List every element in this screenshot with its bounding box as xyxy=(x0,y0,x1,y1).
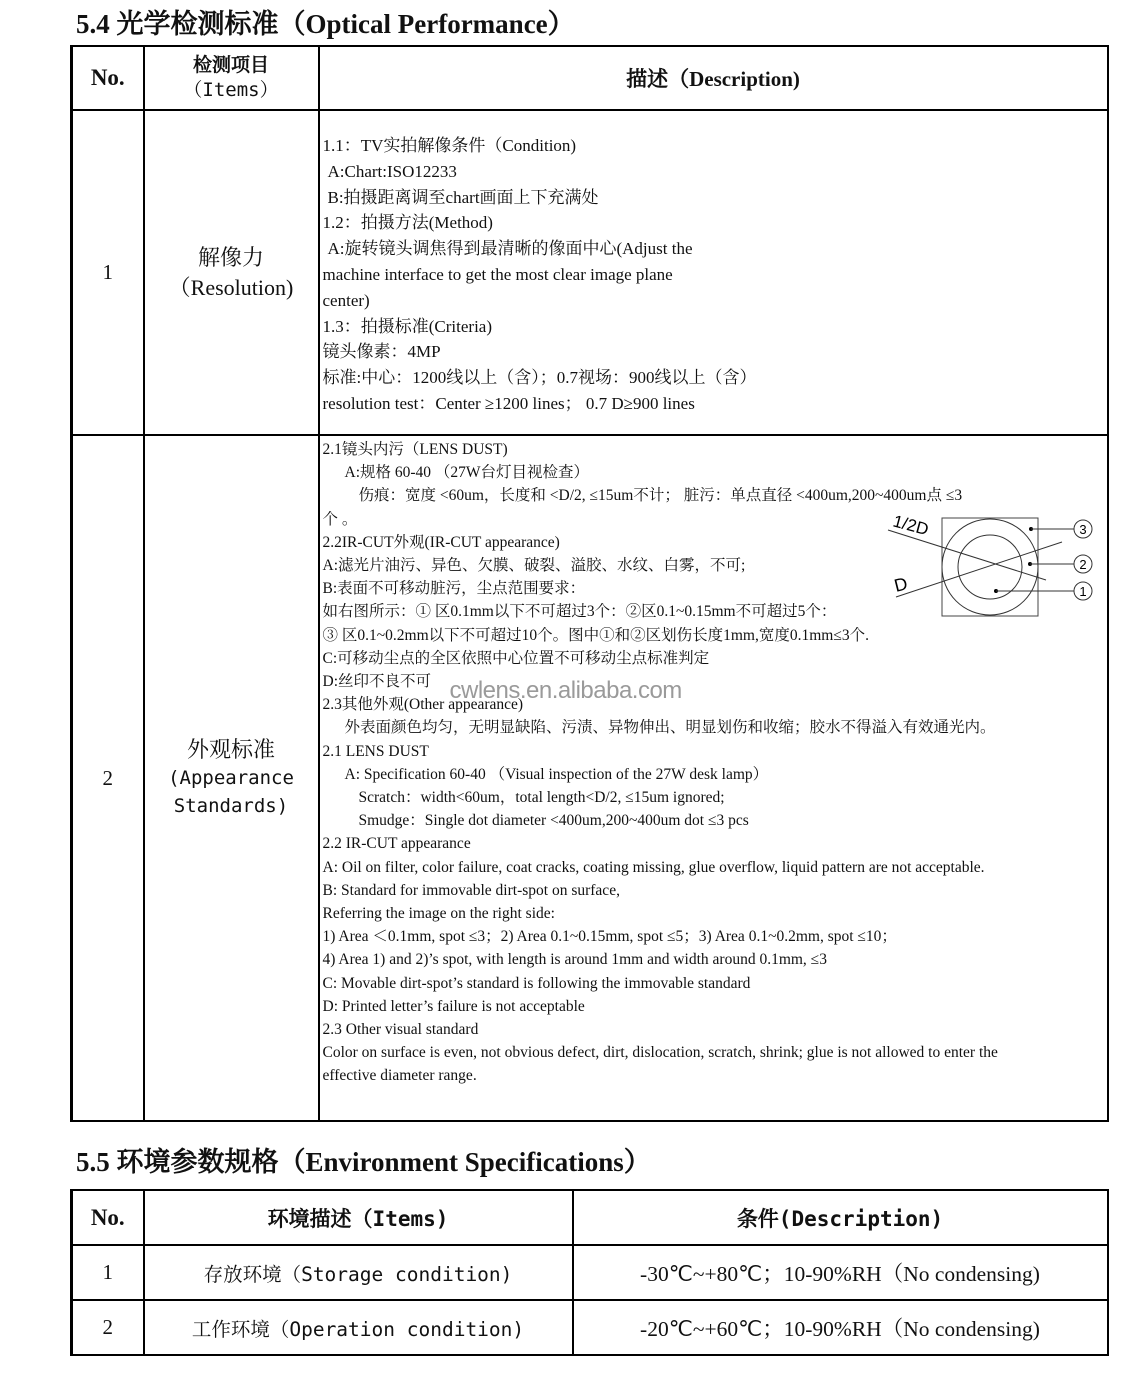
desc-line: Color on surface is even, not obvious defect, dirt, dislocation, scratch, shrink; glue is not allowed to enter the xyxy=(322,1044,998,1062)
desc-line: C:可移动尘点的全区依照中心位置不可移动尘点标准判定 xyxy=(322,649,710,667)
section-title-optical: 5.4 光学检测标准（Optical Performance） xyxy=(76,9,575,39)
diagram-line-d xyxy=(896,542,1062,597)
desc-line: 1) Area ＜0.1mm, spot ≤3；2) Area 0.1~0.15mm, spot ≤5；3) Area 0.1~0.2mm, spot ≤10； xyxy=(322,928,897,946)
table-row xyxy=(72,1245,1108,1300)
label-half-d: 1/2D xyxy=(890,512,931,540)
header-description: 条件(Description) xyxy=(573,1190,1108,1245)
desc-line: 外表面颜色均匀，无明显缺陷、污渍、异物伸出、明显划伤和收缩；胶水不得溢入有效通光内。 xyxy=(344,719,996,737)
row-no: 2 xyxy=(72,1300,144,1355)
desc-line: A: Specification 60-40 （Visual inspection of the 27W desk lamp） xyxy=(344,765,769,783)
desc-line: 2.2 IR-CUT appearance xyxy=(322,835,471,853)
desc-line: 1.3：拍摄标准(Criteria) xyxy=(322,316,492,336)
row-item-en: (Appearance xyxy=(168,767,294,789)
desc-line: C: Movable dirt-spot’s standard is following the immovable standard xyxy=(322,974,751,992)
header-no: No. xyxy=(72,1190,144,1245)
desc-line: 标准:中心：1200线以上（含）；0.7视场：900线以上（含） xyxy=(322,368,757,388)
desc-line: 个 。 xyxy=(322,510,358,528)
desc-line: 如右图所示：① 区0.1mm以下不可超过3个：②区0.1~0.15mm不可超过5个： xyxy=(322,603,837,621)
desc-line: A:规格 60-40 （27W台灯目视检查） xyxy=(344,464,590,482)
row-item-en: （Resolution) xyxy=(168,274,294,300)
row-item xyxy=(144,435,319,1121)
desc-line: A:滤光片油污、异色、欠膜、破裂、溢胶、水纹、白雾，不可; xyxy=(322,557,746,575)
desc-line: 4) Area 1) and 2)’s spot, with length is around 1mm and width around 0.1mm, ≤3 xyxy=(322,951,827,969)
row-condition: -30℃~+80℃；10-90%RH（No condensing) xyxy=(573,1245,1108,1300)
desc-line: 1.1：TV实拍解像条件（Condition) xyxy=(322,136,577,155)
desc-line: 2.2IR-CUT外观(IR-CUT appearance) xyxy=(322,533,560,551)
diagram-outer-circle xyxy=(942,519,1038,615)
desc-line: B:表面不可移动脏污，尘点范围要求： xyxy=(322,580,586,598)
lens-zone-diagram xyxy=(886,512,1116,622)
table-header-row xyxy=(72,46,1108,110)
row-no: 1 xyxy=(72,1245,144,1300)
row-no: 2 xyxy=(72,435,144,1121)
zone-1-label: 1 xyxy=(1078,584,1087,599)
desc-line: 2.3其他外观(Other appearance) xyxy=(322,696,524,714)
row-item: 存放环境（Storage condition) xyxy=(144,1245,573,1300)
section-title-env: 5.5 环境参数规格（Environment Specifications） xyxy=(76,1147,651,1177)
desc-line: 2.3 Other visual standard xyxy=(322,1021,479,1039)
table-row xyxy=(72,1300,1108,1355)
header-no: No. xyxy=(72,46,144,110)
desc-line: Smudge：Single dot diameter <400um,200~400um dot ≤3 pcs xyxy=(358,812,749,830)
desc-line: D:丝印不良不可 xyxy=(322,673,432,691)
row-item-en: Standards) xyxy=(173,795,289,817)
row-no: 1 xyxy=(72,110,144,435)
diagram-inner-circle xyxy=(958,535,1022,599)
desc-line: 1.2：拍摄方法(Method) xyxy=(322,213,493,233)
environment-spec-table xyxy=(70,1189,1109,1356)
desc-line: resolution test：Center ≥1200 lines； 0.7 D≥900 lines xyxy=(322,393,695,413)
desc-line: center) xyxy=(322,290,370,310)
desc-line: B: Standard for immovable dirt-spot on surface, xyxy=(322,881,620,899)
row-condition: -20℃~+60℃；10-90%RH（No condensing) xyxy=(573,1300,1108,1355)
label-d: D xyxy=(891,573,910,596)
desc-line: ③ 区0.1~0.2mm以下不可超过10个。图中①和②区划伤长度1mm,宽度0.1mm≤3个. xyxy=(322,626,869,644)
table-header-row xyxy=(72,1190,1108,1245)
row-description xyxy=(319,435,1108,1121)
desc-line: 镜头像素：4MP xyxy=(322,342,441,362)
row-item xyxy=(144,110,319,435)
table-row xyxy=(72,110,1108,435)
desc-line: A:Chart:ISO12233 xyxy=(327,161,457,181)
desc-line: Scratch：width<60um，total length<D/2, ≤15um ignored; xyxy=(358,789,725,807)
table-row xyxy=(72,435,1108,1121)
row-description xyxy=(319,110,1108,435)
desc-line: 2.1 LENS DUST xyxy=(322,742,429,760)
row-item-cn: 解像力 xyxy=(197,244,264,270)
header-items-en: （Items） xyxy=(183,79,279,101)
zone-3-label: 3 xyxy=(1078,522,1087,537)
header-items xyxy=(144,46,319,110)
row-item-cn: 外观标准 xyxy=(186,737,275,762)
desc-line: Referring the image on the right side: xyxy=(322,905,555,923)
header-items-cn: 检测项目 xyxy=(192,54,269,76)
watermark: cwlens.en.alibaba.com xyxy=(449,677,682,704)
row-item: 工作环境（Operation condition) xyxy=(144,1300,573,1355)
header-description: 描述（Description) xyxy=(319,46,1108,110)
desc-line: machine interface to get the most clear image plane xyxy=(322,264,673,284)
desc-line: A:旋转镜头调焦得到最清晰的像面中心(Adjust the xyxy=(327,239,693,259)
desc-line: 伤痕：宽度 <60um，长度和 <D/2, ≤15um不计； 脏污：单点直径 <400um,200~400um点 ≤3 xyxy=(358,487,963,505)
desc-line: 2.1镜头内污（LENS DUST) xyxy=(322,441,508,458)
desc-line: A: Oil on filter, color failure, coat cracks, coating missing, glue overflow, liquid pattern are not acceptable. xyxy=(322,858,985,876)
desc-line: D: Printed letter’s failure is not acceptable xyxy=(322,997,585,1015)
zone-2-label: 2 xyxy=(1078,557,1087,572)
desc-line: B:拍摄距离调至chart画面上下充满处 xyxy=(327,187,599,207)
optical-performance-table xyxy=(70,45,1109,1122)
header-items: 环境描述（Items) xyxy=(144,1190,573,1245)
desc-line: effective diameter range. xyxy=(322,1067,477,1085)
